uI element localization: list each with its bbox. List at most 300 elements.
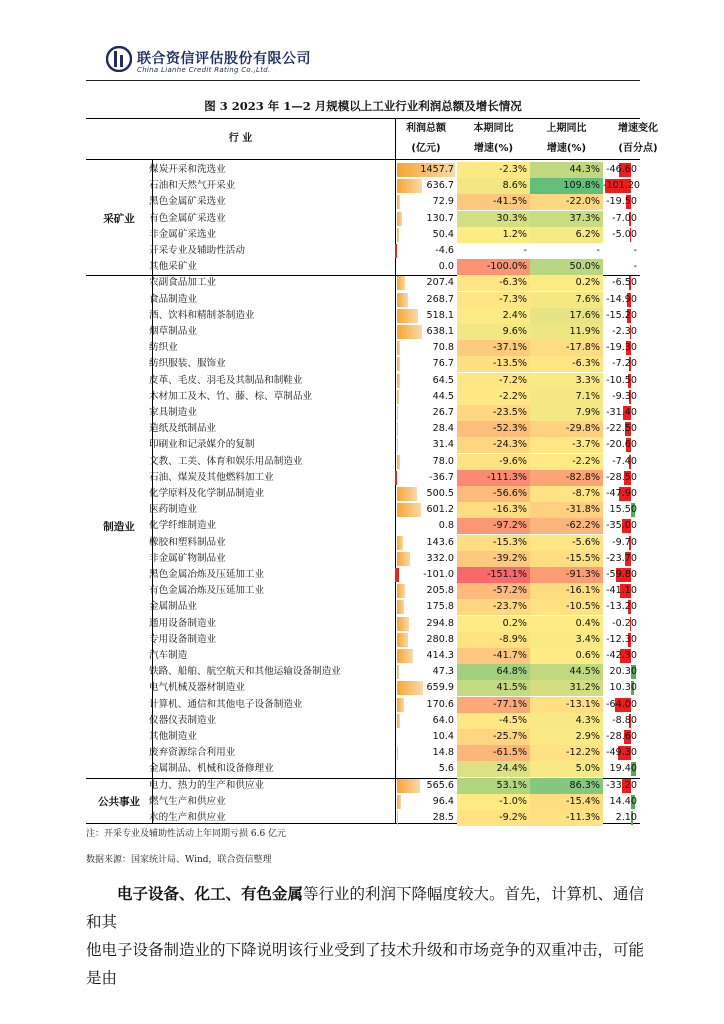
table-row (86, 502, 640, 518)
change-cell (603, 502, 640, 518)
profit-value: 332.0 (426, 552, 454, 564)
previous-growth-value: 0.6% (575, 650, 600, 661)
profit-value: 518.1 (426, 309, 454, 321)
profit-cell (395, 810, 457, 826)
change-cell (603, 713, 640, 729)
table-row (86, 373, 640, 389)
current-growth-value: 53.1% (496, 779, 527, 791)
header-rule (86, 159, 640, 160)
industry-name: 金属制品业 (149, 601, 197, 613)
profit-cell (395, 518, 457, 534)
profit-cell (395, 194, 457, 210)
table-row (86, 616, 640, 632)
current-growth-cell (457, 745, 530, 761)
current-growth-value: -56.6% (493, 488, 527, 499)
industry-name: 通用设备制造业 (149, 617, 217, 629)
change-value: -35.00 (606, 520, 637, 532)
previous-growth-cell (530, 794, 603, 810)
profit-value: 72.9 (432, 196, 454, 208)
current-growth-cell (457, 356, 530, 372)
profit-data-bar (397, 293, 408, 307)
profit-cell (395, 324, 457, 340)
change-cell (603, 583, 640, 599)
previous-growth-value: -17.8% (566, 342, 600, 354)
current-growth-cell (457, 697, 530, 713)
profit-data-bar (397, 665, 399, 679)
current-growth-value: -100.0% (486, 261, 527, 273)
current-growth-cell (457, 551, 530, 567)
industry-name: 金属制品、机械和设备修理业 (149, 763, 274, 775)
previous-growth-cell (530, 616, 603, 632)
change-cell (603, 810, 640, 826)
current-growth-value: -77.1% (493, 698, 527, 710)
previous-growth-value: -15.4% (566, 795, 600, 807)
current-growth-cell (457, 437, 530, 453)
industry-name: 皮革、毛皮、羽毛及其制品和制鞋业 (149, 374, 303, 386)
profit-data-bar (397, 179, 422, 193)
previous-growth-cell (530, 437, 603, 453)
current-growth-value: -7.2% (499, 374, 527, 386)
change-value: -22.50 (606, 423, 637, 435)
profit-data-bar (397, 649, 413, 663)
previous-growth-cell (530, 162, 603, 178)
table-note: 注：开采专业及辅助性活动上年同期亏损 6.6 亿元 (86, 829, 287, 839)
table-row (86, 243, 640, 259)
current-growth-value: -16.3% (493, 504, 527, 516)
table-row (86, 680, 640, 696)
previous-growth-cell (530, 745, 603, 761)
previous-growth-value: - (596, 245, 600, 256)
table-row (86, 745, 640, 761)
profit-cell (395, 437, 457, 453)
industry-name: 燃气生产和供应业 (149, 795, 226, 807)
profit-cell (395, 211, 457, 227)
table-row (86, 356, 640, 372)
current-growth-cell (457, 616, 530, 632)
current-growth-value: -23.7% (493, 601, 527, 613)
profit-cell (395, 373, 457, 389)
industry-name: 其他制造业 (149, 731, 197, 742)
current-growth-cell (457, 664, 530, 680)
previous-growth-cell (530, 697, 603, 713)
industry-name: 造纸及纸制品业 (149, 423, 217, 435)
previous-growth-value: -16.1% (566, 585, 600, 597)
change-value: -13.20 (606, 601, 637, 613)
previous-growth-value: 86.3% (569, 779, 600, 791)
change-value: -23.70 (606, 552, 637, 564)
previous-growth-cell (530, 243, 603, 259)
col-header-previous (530, 119, 603, 159)
change-cell (603, 664, 640, 680)
previous-growth-value: 4.3% (575, 714, 600, 726)
change-value: -28.60 (606, 731, 637, 742)
industry-name: 农副食品加工业 (149, 277, 217, 289)
profit-value: 636.7 (426, 180, 454, 192)
industry-name: 铁路、船舶、航空航天和其他运输设备制造业 (149, 666, 341, 678)
table-row (86, 761, 640, 777)
change-value: 10.30 (609, 682, 637, 694)
change-cell (603, 421, 640, 437)
previous-growth-value: -5.6% (572, 536, 600, 548)
change-value: -12.30 (606, 633, 637, 645)
profit-value: 170.6 (426, 698, 454, 710)
previous-growth-value: 6.2% (575, 228, 600, 240)
change-cell (603, 697, 640, 713)
profit-data-bar (397, 276, 405, 290)
company-name-en: China Lianhe Credit Rating Co.,Ltd. (137, 66, 271, 74)
previous-growth-value: 7.1% (575, 390, 600, 402)
profit-data-bar (397, 633, 408, 647)
change-value: -7.40 (612, 455, 637, 467)
industry-name: 黑色金属冶炼及压延加工业 (149, 569, 265, 580)
previous-growth-value: -12.2% (566, 747, 600, 759)
profit-data-bar (397, 357, 400, 371)
previous-growth-cell (530, 535, 603, 551)
change-cell (603, 227, 640, 243)
previous-growth-cell (530, 227, 603, 243)
current-growth-value: 24.4% (496, 763, 527, 775)
change-cell (603, 308, 640, 324)
profit-data-bar (397, 228, 399, 242)
profit-cell (395, 713, 457, 729)
profit-cell (395, 761, 457, 777)
current-growth-value: -24.3% (493, 439, 527, 451)
previous-growth-cell (530, 518, 603, 534)
current-growth-value: 1.2% (502, 228, 527, 240)
industry-name: 非金属矿物制品业 (149, 552, 226, 564)
change-cell (603, 535, 640, 551)
current-growth-cell (457, 778, 530, 794)
profit-cell (395, 421, 457, 437)
table-row (86, 389, 640, 405)
table-row (86, 810, 640, 826)
change-value: -20.60 (606, 439, 637, 451)
change-value: 14.40 (609, 795, 637, 807)
industry-name: 橡胶和塑料制品业 (149, 536, 226, 548)
current-growth-value: -61.5% (493, 747, 527, 759)
change-value: -8.80 (612, 714, 637, 726)
table-row (86, 583, 640, 599)
industry-name: 非金属矿采选业 (149, 228, 217, 240)
industry-name: 其他采矿业 (149, 261, 197, 273)
company-name-cn: 联合资信评估股份有限公司 (137, 51, 311, 67)
previous-growth-value: -91.3% (566, 569, 600, 580)
table-row (86, 211, 640, 227)
current-growth-value: -2.2% (499, 390, 527, 402)
profit-value: 175.8 (426, 601, 454, 613)
profit-value: 70.8 (432, 342, 454, 354)
industry-name: 计算机、通信和其他电子设备制造业 (149, 698, 303, 710)
previous-growth-value: 0.4% (575, 617, 600, 629)
profit-cell (395, 405, 457, 421)
group-label: 制造业 (103, 520, 135, 533)
current-growth-value: -52.3% (493, 423, 527, 435)
current-growth-value: -111.3% (486, 471, 527, 483)
change-cell (603, 356, 640, 372)
previous-growth-value: 44.5% (569, 666, 600, 678)
table-row (86, 486, 640, 502)
previous-growth-value: 3.4% (575, 633, 600, 645)
current-growth-cell (457, 454, 530, 470)
current-growth-value: 64.8% (496, 666, 527, 678)
change-value: - (633, 261, 637, 273)
previous-growth-value: 37.3% (569, 212, 600, 224)
change-value: -15.20 (606, 309, 637, 321)
table-row (86, 194, 640, 210)
profit-cell (395, 551, 457, 567)
industry-name: 食品制造业 (149, 293, 197, 305)
current-growth-value: -9.6% (499, 455, 527, 467)
previous-growth-value: -29.8% (566, 423, 600, 435)
table-row (86, 778, 640, 794)
previous-growth-cell (530, 729, 603, 745)
change-value: -9.70 (612, 536, 637, 548)
current-growth-cell (457, 259, 530, 275)
previous-growth-cell (530, 632, 603, 648)
change-value: -49.30 (606, 747, 637, 759)
industry-name: 专用设备制造业 (149, 633, 217, 645)
table-row (86, 405, 640, 421)
previous-growth-value: 50.0% (569, 261, 600, 273)
change-value: -7.00 (612, 212, 637, 224)
profit-data-bar (395, 471, 397, 485)
previous-growth-cell (530, 194, 603, 210)
change-cell (603, 551, 640, 567)
current-growth-cell (457, 162, 530, 178)
profit-data-bar (397, 195, 400, 209)
table-row (86, 664, 640, 680)
profit-value: 76.7 (432, 358, 454, 370)
paragraph-line-2: 他电子设备制造业的下降说明该行业受到了技术升级和市场竞争的双重冲击，可能是由 (86, 941, 645, 987)
change-value: -31.40 (606, 407, 637, 418)
previous-growth-cell (530, 761, 603, 777)
current-growth-value: 0.2% (502, 617, 527, 629)
profit-data-bar (397, 536, 403, 550)
profit-cell (395, 162, 457, 178)
col-header-profit-line1: 利润总额 (406, 123, 446, 134)
profit-value: -36.7 (429, 471, 454, 483)
change-cell (603, 761, 640, 777)
previous-growth-value: 2.9% (575, 731, 600, 742)
paragraph-line-1-text: 等行业的利润下降幅度较大。首先，计算机、通信和其 (86, 885, 645, 931)
profit-value: 0.8 (438, 520, 454, 532)
current-growth-value: 8.6% (502, 180, 527, 192)
table-row (86, 551, 640, 567)
profit-data-bar (397, 584, 405, 598)
current-growth-cell (457, 405, 530, 421)
industry-name: 石油和天然气开采业 (149, 180, 236, 192)
change-cell (603, 745, 640, 761)
previous-growth-value: -10.5% (566, 601, 600, 613)
change-value: -9.30 (612, 390, 637, 402)
previous-growth-cell (530, 567, 603, 583)
current-growth-cell (457, 632, 530, 648)
current-growth-cell (457, 535, 530, 551)
current-growth-cell (457, 243, 530, 259)
industry-name: 木材加工及木、竹、藤、棕、草制品业 (149, 390, 313, 402)
header-divider (86, 80, 640, 81)
current-growth-value: -97.2% (493, 520, 527, 532)
current-growth-value: -4.5% (499, 714, 527, 726)
change-value: -19.30 (606, 342, 637, 354)
previous-growth-value: 31.2% (569, 682, 600, 694)
change-value: -14.90 (606, 293, 637, 305)
current-growth-value: -41.5% (493, 196, 527, 208)
change-value: 19.40 (609, 763, 637, 775)
previous-growth-cell (530, 308, 603, 324)
profit-cell (395, 616, 457, 632)
industry-name: 纺织服装、服饰业 (149, 358, 226, 370)
col-header-profit-line2: (亿元) (411, 143, 441, 154)
profit-data-bar (397, 341, 400, 355)
current-growth-cell (457, 340, 530, 356)
table-row (86, 535, 640, 551)
change-value: -46.60 (606, 164, 637, 175)
table-row (86, 648, 640, 664)
change-cell (603, 616, 640, 632)
previous-growth-cell (530, 292, 603, 308)
profit-value: 31.4 (432, 439, 454, 451)
change-cell (603, 518, 640, 534)
change-value: -7.20 (612, 358, 637, 370)
profit-cell (395, 470, 457, 486)
profit-value: 44.5 (432, 390, 454, 402)
profit-cell (395, 664, 457, 680)
current-growth-cell (457, 308, 530, 324)
profit-data-bar (397, 438, 398, 452)
table-row (86, 794, 640, 810)
change-value: -41.10 (606, 585, 637, 597)
industry-name: 化学纤维制造业 (149, 520, 217, 532)
profit-value: -4.6 (435, 245, 454, 256)
current-growth-value: -39.2% (493, 552, 527, 564)
profit-data-bar (397, 681, 423, 695)
profit-value: 414.3 (426, 650, 454, 661)
change-value: -101.20 (603, 180, 641, 192)
current-growth-value: - (523, 245, 527, 256)
previous-growth-cell (530, 583, 603, 599)
previous-growth-cell (530, 810, 603, 826)
profit-value: 659.9 (426, 682, 454, 694)
col-header-industry: 行 业 (228, 133, 253, 144)
change-value: 20.30 (609, 666, 637, 678)
profit-value: 294.8 (426, 617, 454, 629)
profit-cell (395, 243, 457, 259)
industry-name: 电气机械及器材制造业 (149, 682, 245, 694)
current-growth-cell (457, 389, 530, 405)
current-growth-cell (457, 178, 530, 194)
table-row (86, 697, 640, 713)
change-value: -0.20 (612, 617, 637, 629)
profit-data-bar (397, 309, 418, 323)
previous-growth-value: 109.8% (563, 180, 600, 192)
current-growth-value: 2.4% (502, 309, 527, 321)
col-header-current-line2: 增速(%) (473, 143, 514, 154)
profit-value: 205.8 (426, 585, 454, 597)
profit-value: 638.1 (426, 326, 454, 337)
table-row (86, 324, 640, 340)
profit-cell (395, 583, 457, 599)
profit-data-bar (397, 552, 410, 566)
current-growth-cell (457, 211, 530, 227)
profit-cell (395, 567, 457, 583)
profit-data-bar (397, 746, 398, 760)
previous-growth-value: -3.7% (572, 439, 600, 451)
profit-data-bar (397, 455, 400, 469)
change-value: -64.00 (606, 698, 637, 710)
previous-growth-cell (530, 259, 603, 275)
current-growth-value: -151.1% (486, 569, 527, 580)
previous-growth-value: -8.7% (572, 488, 600, 499)
table-row (86, 308, 640, 324)
change-cell (603, 680, 640, 696)
current-growth-value: -25.7% (493, 731, 527, 742)
current-growth-cell (457, 794, 530, 810)
change-value: -5.00 (612, 228, 637, 240)
industry-name: 印刷业和记录媒介的复制 (149, 439, 255, 451)
profit-cell (395, 340, 457, 356)
previous-growth-value: -6.3% (572, 358, 600, 370)
current-growth-value: 9.6% (502, 326, 527, 337)
change-cell (603, 340, 640, 356)
change-value: -28.50 (606, 471, 637, 483)
profit-cell (395, 778, 457, 794)
col-header-change-line1: 增速变化 (618, 123, 658, 134)
table-row (86, 632, 640, 648)
profit-value: 78.0 (432, 455, 454, 467)
change-value: -33.20 (606, 779, 637, 791)
profit-cell (395, 794, 457, 810)
industry-name: 有色金属冶炼及压延加工业 (149, 585, 265, 597)
change-cell (603, 632, 640, 648)
industry-name: 仪器仪表制造业 (149, 714, 217, 726)
col-header-previous-line2: 增速(%) (546, 143, 587, 154)
profit-data-bar (397, 811, 398, 825)
profit-value: 130.7 (426, 212, 454, 224)
profit-value: 1457.7 (420, 164, 454, 175)
previous-growth-value: -13.1% (566, 698, 600, 710)
previous-growth-value: -22.0% (566, 196, 600, 208)
profit-data-bar (397, 779, 420, 793)
profit-cell (395, 227, 457, 243)
change-cell (603, 373, 640, 389)
current-growth-cell (457, 583, 530, 599)
previous-growth-cell (530, 599, 603, 615)
change-value: -42.30 (606, 650, 637, 661)
current-growth-cell (457, 713, 530, 729)
current-growth-value: -41.7% (493, 650, 527, 661)
body-paragraph (86, 880, 646, 992)
col-header-profit (395, 119, 457, 159)
current-growth-cell (457, 470, 530, 486)
profit-data-bar (395, 568, 399, 582)
previous-growth-cell (530, 713, 603, 729)
previous-growth-value: -11.3% (566, 812, 600, 823)
table-row (86, 162, 640, 178)
current-growth-cell (457, 292, 530, 308)
industry-name: 有色金属矿采选业 (149, 212, 226, 224)
change-value: 15.50 (609, 504, 637, 516)
current-growth-cell (457, 599, 530, 615)
profit-value: 500.5 (426, 488, 454, 499)
profit-value: 28.4 (432, 423, 454, 435)
current-growth-cell (457, 373, 530, 389)
industry-name: 纺织业 (149, 342, 178, 354)
previous-growth-cell (530, 405, 603, 421)
previous-growth-value: 7.6% (575, 293, 600, 305)
profit-cell (395, 535, 457, 551)
change-cell (603, 470, 640, 486)
